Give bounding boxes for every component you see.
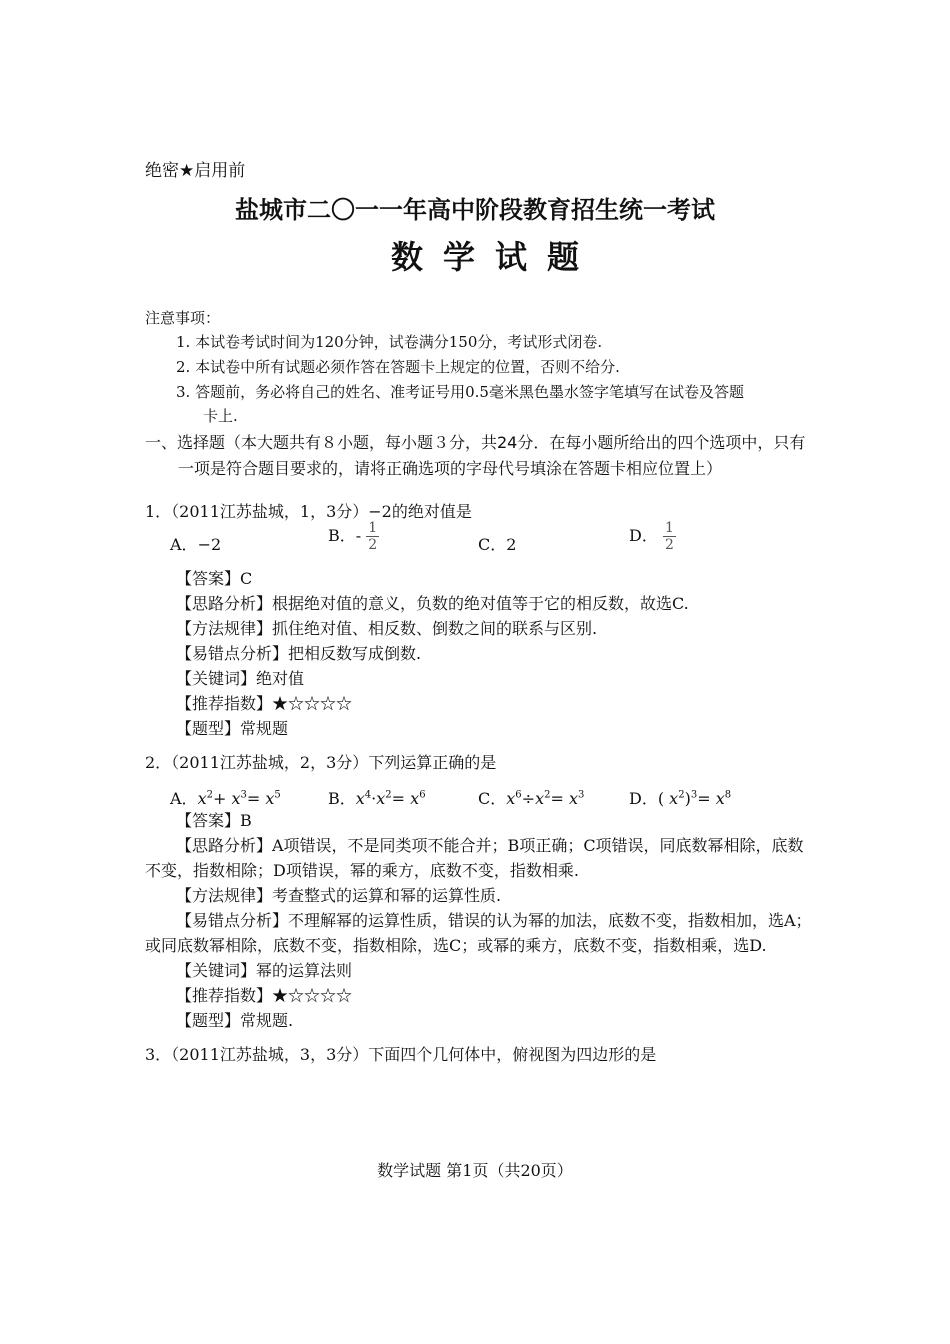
page-footer: 数学试题 第1页（共20页） bbox=[377, 1161, 573, 1180]
exponent: 3 bbox=[690, 789, 698, 801]
q1-error: 【易错点分析】把相反数写成倒数. bbox=[176, 644, 422, 663]
notice-item-2 bbox=[176, 356, 620, 377]
question-2-stem: 2．（2011江苏盐城，2，3分）下列运算正确的是 bbox=[145, 753, 497, 772]
notice-item-1 bbox=[176, 331, 602, 352]
q2-option-a: A．$x^2+ x^3= x^5$ bbox=[170, 789, 281, 808]
var-x: x bbox=[231, 789, 241, 808]
option-label: B． bbox=[328, 789, 356, 808]
exam-subtitle: 数学试题 bbox=[390, 238, 599, 276]
exponent: 2 bbox=[206, 789, 213, 801]
numerator: 1 bbox=[368, 520, 378, 536]
notice-item-3 bbox=[176, 381, 744, 402]
exponent: 5 bbox=[274, 789, 281, 801]
exam-title: 盐城市二〇一一年高中阶段教育招生统一考试 bbox=[235, 195, 715, 224]
exponent: 6 bbox=[515, 789, 522, 801]
option-label: D． bbox=[629, 789, 658, 808]
var-x: x bbox=[197, 789, 207, 808]
q2-keyword: 【关键词】幂的运算法则 bbox=[176, 961, 353, 980]
q1-option-d bbox=[629, 520, 676, 553]
notice-text: 本试卷考试时间为120分钟，试卷满分150分，考试形式闭卷. bbox=[195, 333, 603, 351]
secret-label: 绝密★启用前 bbox=[145, 161, 246, 181]
question-1-stem: 1．（2011江苏盐城，1，3分）−2的绝对值是 bbox=[145, 502, 472, 521]
notice-heading: 注意事项： bbox=[145, 309, 221, 327]
option-label: C． bbox=[478, 789, 507, 808]
exponent: 8 bbox=[724, 789, 732, 801]
exponent: 3 bbox=[578, 789, 585, 801]
option-label: A． bbox=[170, 789, 198, 808]
section-heading-line2: 一项是符合题目要求的，请将正确选项的字母代号填涂在答题卡相应位置上） bbox=[178, 459, 723, 478]
var-x: x bbox=[506, 789, 516, 808]
q2-option-b: B．$x^4\cdot x^2= x^6$ bbox=[328, 789, 426, 808]
var-x: x bbox=[568, 789, 578, 808]
notice-item-3-cont: 卡上. bbox=[203, 407, 238, 425]
numerator: 1 bbox=[664, 520, 674, 536]
q1-idea: 【思路分析】根据绝对值的意义，负数的绝对值等于它的相反数，故选C. bbox=[176, 594, 689, 613]
var-x: x bbox=[410, 789, 420, 808]
q1-method: 【方法规律】抓住绝对值、相反数、倒数之间的联系与区别. bbox=[176, 619, 598, 638]
notice-num: 2. bbox=[176, 358, 191, 376]
option-value: −2 bbox=[197, 535, 222, 554]
q2-idea-line2: 不变，指数相除；D项错误，幂的乘方，底数不变，指数相乘. bbox=[145, 861, 579, 880]
minus-sign: - bbox=[355, 526, 362, 546]
q1-option-a bbox=[170, 532, 221, 555]
var-x: x bbox=[376, 789, 386, 808]
section-heading-line1: 一、选择题（本大题共有８小题，每小题３分，共24分．在每小题所给出的四个选项中，只有 bbox=[145, 433, 806, 452]
q2-error-line1: 【易错点分析】不理解幂的运算性质，错误的认为幂的加法，底数不变，指数相加，选A； bbox=[176, 911, 812, 930]
exponent: 4 bbox=[364, 789, 372, 801]
exponent: 2 bbox=[544, 789, 551, 801]
exponent: 2 bbox=[678, 789, 685, 801]
q2-option-d: D．( $x^2)^3= x^8$ bbox=[629, 789, 732, 808]
var-x: x bbox=[265, 789, 275, 808]
option-label: A． bbox=[170, 535, 198, 554]
q1-rating: 【推荐指数】★☆☆☆☆ bbox=[176, 694, 353, 713]
exponent: 6 bbox=[419, 789, 426, 801]
exponent: 2 bbox=[385, 789, 392, 801]
option-label: D． bbox=[629, 526, 658, 546]
q2-answer: 【答案】B bbox=[176, 811, 252, 830]
denominator: 2 bbox=[664, 537, 674, 554]
q2-rating: 【推荐指数】★☆☆☆☆ bbox=[176, 986, 353, 1005]
q1-option-c bbox=[478, 532, 516, 555]
var-x: x bbox=[535, 789, 545, 808]
exponent: 3 bbox=[240, 789, 247, 801]
q2-method: 【方法规律】考查整式的运算和幂的运算性质. bbox=[176, 886, 502, 905]
q2-idea-line1: 【思路分析】A项错误，不是同类项不能合并；B项正确；C项错误，同底数幂相除，底数 bbox=[176, 836, 804, 855]
q2-type: 【题型】常规题. bbox=[176, 1011, 294, 1030]
var-x: x bbox=[355, 789, 365, 808]
option-label: B． bbox=[328, 526, 356, 546]
q1-keyword: 【关键词】绝对值 bbox=[176, 669, 305, 688]
q1-option-b bbox=[328, 520, 379, 553]
var-x: x bbox=[669, 789, 679, 808]
q1-answer: 【答案】C bbox=[176, 569, 253, 588]
notice-num: 3. bbox=[176, 383, 191, 401]
denominator: 2 bbox=[368, 537, 378, 554]
var-x: x bbox=[715, 789, 725, 808]
notice-text: 答题前，务必将自己的姓名、准考证号用0.5毫米黑色墨水签字笔填写在试卷及答题 bbox=[195, 383, 744, 401]
fraction bbox=[366, 520, 379, 553]
option-value: 2 bbox=[506, 535, 517, 554]
fraction bbox=[663, 520, 676, 553]
q1-type: 【题型】常规题 bbox=[176, 719, 289, 738]
notice-text: 本试卷中所有试题必须作答在答题卡上规定的位置，否则不给分. bbox=[195, 358, 620, 376]
option-label: C． bbox=[478, 535, 507, 554]
q2-option-c: C．$x^6\div x^2= x^3$ bbox=[478, 789, 585, 808]
notice-num: 1. bbox=[176, 333, 191, 351]
question-3-stem: 3．（2011江苏盐城，3，3分）下面四个几何体中，俯视图为四边形的是 bbox=[145, 1045, 657, 1064]
q2-error-line2: 或同底数幂相除，底数不变，指数相除，选C；或幂的乘方，底数不变，指数相乘，选D. bbox=[145, 936, 767, 955]
